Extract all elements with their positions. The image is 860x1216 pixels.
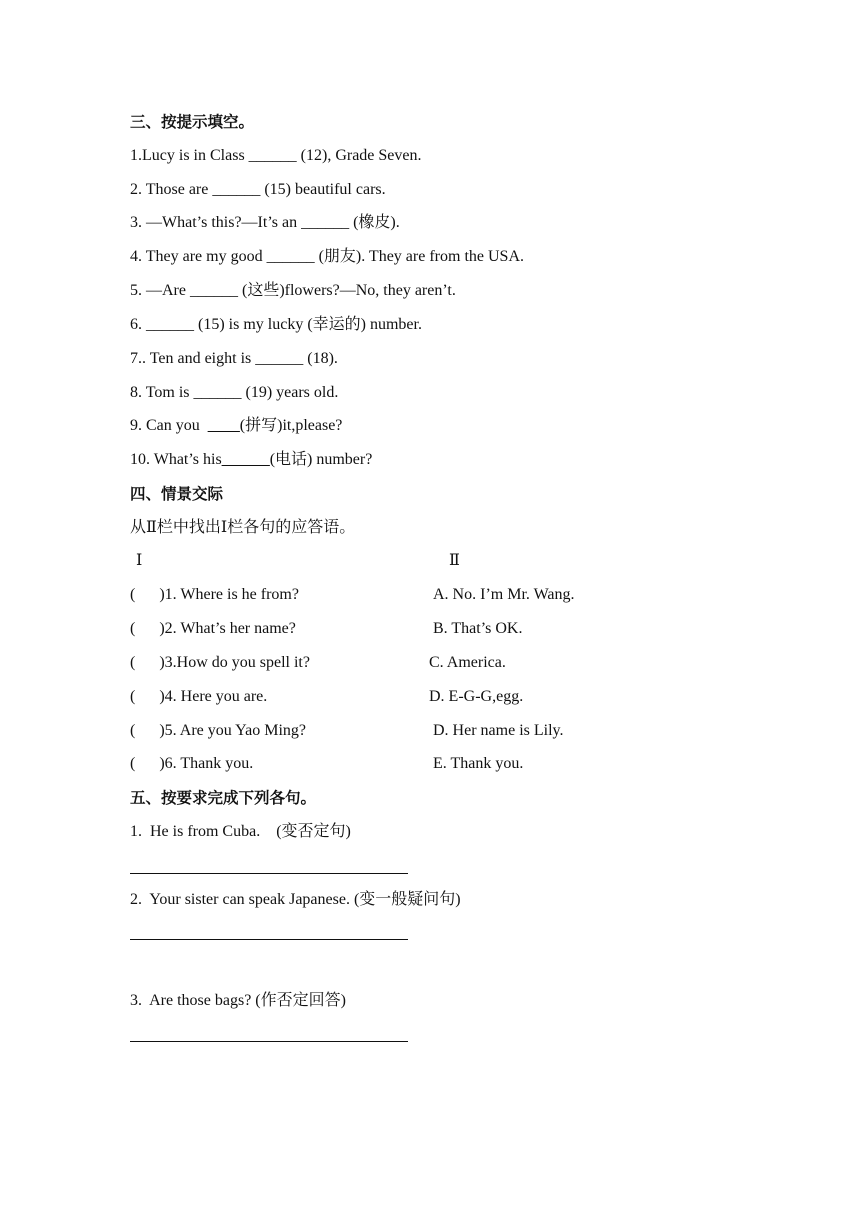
match-question-5: ( )5. Are you Yao Ming? (130, 722, 306, 739)
column-2-header: Ⅱ (449, 552, 460, 569)
section4-instruction: 从Ⅱ栏中找出Ⅰ栏各句的应答语。 (130, 519, 356, 536)
section3-item-7: 7.. Ten and eight is ______ (18). (130, 350, 338, 367)
match-answer-a: A. No. I’m Mr. Wang. (433, 586, 575, 603)
match-question-1: ( )1. Where is he from? (130, 586, 299, 603)
item10-before: 10. What’s his (130, 451, 222, 468)
answer-line-3[interactable] (130, 1041, 408, 1042)
item9-blank: ____ (207, 417, 240, 434)
answer-line-1[interactable] (130, 873, 408, 874)
section3-item-9 (130, 416, 342, 436)
section3-item-10 (130, 450, 372, 470)
match-question-4: ( )4. Here you are. (130, 688, 268, 705)
section4-heading: 四、情景交际 (130, 485, 224, 503)
match-answer-b: B. That’s OK. (433, 620, 523, 637)
section3-item-5: 5. —Are ______ (这些)flowers?—No, they aren’t. (130, 282, 456, 299)
match-question-6: ( )6. Thank you. (130, 755, 254, 772)
match-answer-e: E. Thank you. (433, 755, 524, 772)
column-1-header: Ⅰ (136, 552, 143, 569)
match-answer-c: C. America. (429, 654, 506, 671)
section3-item-4: 4. They are my good ______ (朋友). They are from the USA. (130, 248, 524, 265)
section3-item-3: 3. —What’s this?—It’s an ______ (橡皮). (130, 214, 400, 231)
section3-item-6: 6. ______ (15) is my lucky (幸运的) number. (130, 316, 422, 333)
section3-heading: 三、按提示填空。 (130, 113, 255, 131)
section5-heading: 五、按要求完成下列各句。 (130, 789, 317, 807)
section3-item-2: 2. Those are ______ (15) beautiful cars. (130, 181, 386, 198)
match-answer-d2: D. Her name is Lily. (433, 722, 564, 739)
section5-item-1: 1. He is from Cuba. (变否定句) (130, 823, 351, 840)
section3-item-8: 8. Tom is ______ (19) years old. (130, 384, 339, 401)
section5-item-2: 2. Your sister can speak Japanese. (变一般疑问句) (130, 891, 461, 908)
match-question-3: ( )3.How do you spell it? (130, 654, 310, 671)
match-answer-d1: D. E-G-G,egg. (429, 688, 524, 705)
item10-after: (电话) number? (269, 451, 373, 468)
item9-before: 9. Can you (130, 417, 208, 434)
item9-after: (拼写)it,please? (239, 417, 343, 434)
match-question-2: ( )2. What’s her name? (130, 620, 296, 637)
answer-line-2[interactable] (130, 939, 408, 940)
section3-item-1: 1.Lucy is in Class ______ (12), Grade Seven. (130, 147, 422, 164)
item10-blank: ______ (221, 451, 270, 468)
section5-item-3: 3. Are those bags? (作否定回答) (130, 992, 346, 1009)
